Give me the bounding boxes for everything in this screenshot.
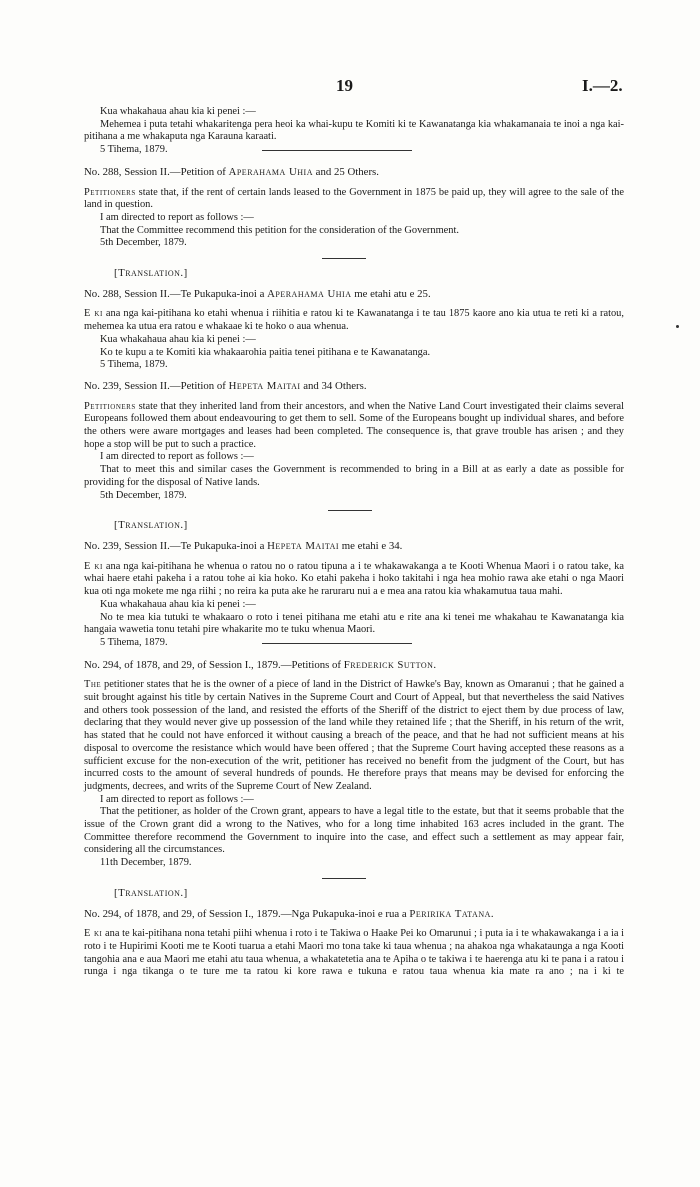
paragraph: The petitioner states that he is the owner of a piece of land in the District of Hawke's Bay, known as Omaranui ; that he gained a suit brought against his title by certain Natives in the Supreme Court and Court of Appeal, but that nevertheless the said Natives and others took possession of the land, and resisted the efforts of the Sheriff of the district to eject them by due process of law, declaring that they would never give up possession of the land while they retained life ; that the Sheriff, in his return of the writ, has stated that he could not have enforced it without causing a breach of the peace, and that he had not sufficient means at his disposal to overcome the resistance which would have been offered ; that the Supreme Court having accepted these reasons as a sufficient excuse for the non-execution of the writ, petitioner has received no benefit from the judgment of the Court, but has incurred costs to the amount of several hundreds of pounds. He therefore prays that means may be devised for enforcing the judgments, decrees, and writs of the Supreme Court of New Zealand. [84, 679, 624, 792]
petitioner-name: Aperahama Uhia [267, 287, 352, 300]
paragraph: That to meet this and similar cases the Government is recommended to bring in a Bill at as early a date as possible for providing for the disposal of Native lands. [84, 464, 624, 488]
paragraph: Kua whakahaua ahau kia ki penei :— [100, 598, 256, 610]
paragraph: E ki ana te kai-pitihana nona tetahi piihi whenua i roto i te Takiwa o Haake Pei ko Omarunui ; i puta ia i te whakawakanga i a ia i roto i te Hupirimi Kooti me te Kooti tuarua a etahi Maori mo tona take ki taua whenua ; na ahakoa nga whakataunga a nga Kooti tangohia ana e aua Maori me etahi atu taua whenua, a whakatetetia ana te Apiha o te takiwa i te haerenga atu ki te pana i a ratou i runga i nga tikanga o te ture me ta ratou ki kore rawa e tukuna e ratou taua whenua kia mate ra ano ; na i ki te [84, 928, 624, 978]
translation-label: [Translation.] [114, 886, 188, 899]
petition-heading: No. 294, of 1878, and 29, of Session I., 1879.—Petitions of Frederick Sutton. [84, 658, 437, 671]
translation-label: [Translation.] [114, 519, 188, 532]
petitioner-name: Frederick Sutton [343, 658, 434, 671]
margin-dot [676, 325, 679, 328]
paragraph: I am directed to report as follows :— [100, 451, 254, 463]
petition-heading: No. 288, Session II.—Te Pukapuka-inoi a Aperahama Uhia me etahi atu e 25. [84, 287, 431, 300]
petition-heading: No. 239, Session II.—Petition of Hepeta Maitai and 34 Others. [84, 379, 367, 392]
paragraph: Kua whakahaua ahau kia ki penei :— [100, 106, 256, 117]
paragraph: Mehemea i puta tetahi whakaritenga pera heoi ka whai-kupu te Komiti ki te Kawanatanga kia whakamanaia te inoi a nga kai-pitihana a me whakaputa nga Karauna karaati. [84, 118, 624, 143]
paragraph: I am directed to report as follows :— [100, 793, 254, 805]
paragraph: E ki ana nga kai-pitihana ko etahi whenua i riihitia e ratou ki te Kawanatanga i te tau 1875 kaore ano kia utua te reti ki a ratou, mehemea ka utua era ratou e whakaae ki te hoko o aua whenua. [84, 308, 624, 333]
date-line: 11th December, 1879. [100, 857, 192, 869]
paragraph: That the petitioner, as holder of the Crown grant, appears to have a legal title to the estate, but that it seems probable that the issue of the Crown grant did a wrong to the Natives, who for a long time inhabited 163 acres included in the grant. The Committee therefore recommend the Government to inquire into the case, and effect such a settlement as may appear fair, considering all the circumstances. [84, 806, 624, 856]
petitioner-name: Hepeta Maitai [228, 379, 301, 392]
petition-heading: No. 239, Session II.—Te Pukapuka-inoi a Hepeta Maitai me etahi e 34. [84, 539, 403, 552]
paragraph: Kua whakahaua ahau kia ki penei :— [100, 333, 256, 345]
date-line: 5 Tihema, 1879. [100, 636, 168, 648]
petitioner-name: Peririka Tatana [409, 907, 491, 920]
document-reference: I.—2. [582, 76, 623, 95]
translation-label: [Translation.] [114, 267, 188, 280]
paragraph: I am directed to report as follows :— [100, 211, 254, 223]
paragraph: Petitioners state that, if the rent of certain lands leased to the Government in 1875 be paid up, they will agree to the sale of the land in question. [84, 186, 624, 211]
page-number: 19 [336, 76, 353, 95]
petitioner-name: Aperahama Uhia [228, 165, 313, 178]
date-line: 5 Tihema, 1879. [100, 144, 168, 156]
date-line: 5th December, 1879. [100, 237, 187, 249]
date-line: 5th December, 1879. [100, 489, 187, 501]
paragraph: E ki ana nga kai-pitihana he whenua o ratou no o ratou tipuna a i te whakawakanga a te Kooti Whenua Maori i o ratou take, ka whai haere etahi pakeha i a ratou tohe ai kia hoko. Ko etahi pakeha i hoko takitahi i nga hea mohio rawa ake etahi o nga Maori kua oti nga mokete me nga riihi ; no reira ka puta ake he raruraru nui a e mea ana ratou kia whakamutua taua mahi. [84, 560, 624, 598]
paragraph: That the Committee recommend this petition for the consideration of the Government. [100, 224, 459, 236]
petitioner-name: Hepeta Maitai [267, 539, 340, 552]
paragraph: Ko te kupu a te Komiti kia whakaarohia paitia tenei pitihana e te Kawanatanga. [100, 346, 431, 358]
paragraph: No te mea kia tutuki te whakaaro o roto i tenei pitihana me etahi atu e rite ana ki tenei me whakahau te Kawanatanga kia hangaia wawetia tonu tetahi pire whakarite mo te tuku whenua Maori. [84, 611, 624, 636]
paragraph: Petitioners state that they inherited land from their ancestors, and when the Native Land Court investigated their claims several Europeans followed them about endeavouring to get them to sell. Some of the Europeans bought up individual shares, and before the others were aware mortgages and leases had been completed. The consequence is, that grave trouble has arisen ; and they hope a stop will be put to such a practice. [84, 400, 624, 450]
body-text [84, 106, 624, 979]
petition-heading: No. 294, of 1878, and 29, of Session I., 1879.—Nga Pukapuka-inoi e rua a Peririka Tatana. [84, 907, 494, 920]
petition-heading: No. 288, Session II.—Petition of Aperahama Uhia and 25 Others. [84, 165, 379, 178]
date-line: 5 Tihema, 1879. [100, 359, 168, 371]
